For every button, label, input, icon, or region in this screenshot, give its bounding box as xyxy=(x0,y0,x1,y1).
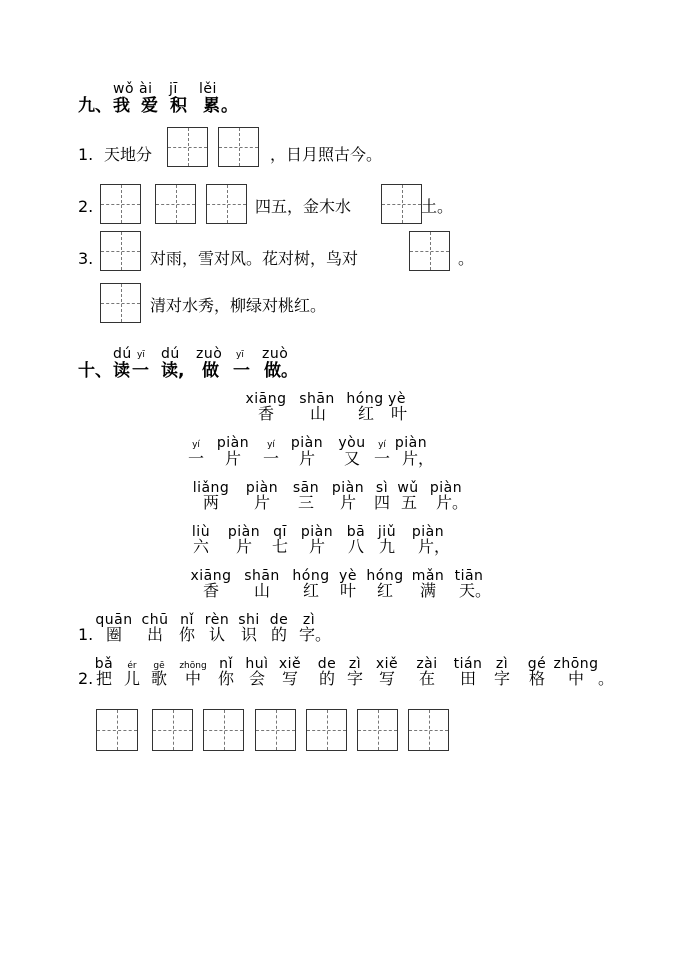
s10-q2-pinyin: zì xyxy=(495,656,509,672)
s10-q2-pinyin: nǐ xyxy=(219,656,233,672)
poem-line2-hanzi: 五 xyxy=(400,493,417,512)
poem-line1-pinyin: yí xyxy=(192,440,200,450)
s9-title-4: 。 xyxy=(221,96,238,116)
s10-q2-pinyin: gé xyxy=(527,656,547,672)
s10-title-4: 一 xyxy=(233,361,250,381)
s9-q3-line1-end: 。 xyxy=(458,249,475,268)
s10-q1-hanzi: 认 xyxy=(208,625,225,644)
s9-title-3: 累 xyxy=(203,96,220,116)
s10-q2-hanzi: 写 xyxy=(378,669,395,688)
tian-grid-cell[interactable] xyxy=(96,709,138,751)
s10-q2-hanzi: 把 xyxy=(95,669,112,688)
poem-line2-pinyin: piàn xyxy=(429,480,463,496)
s10-q1-pinyin: quān xyxy=(95,612,133,628)
poem-line4-pinyin: xiāng xyxy=(190,568,232,584)
s10-q2-pinyin: zhōng xyxy=(553,656,599,672)
poem-line3-hanzi: 片 xyxy=(308,537,325,556)
poem-line3-hanzi: 七 xyxy=(271,537,288,556)
s9-q1-after: ，日月照古今。 xyxy=(270,145,383,164)
poem-line3-pinyin: bā xyxy=(346,524,366,540)
s9-pinyin-1: ài xyxy=(139,81,153,97)
answer-box[interactable] xyxy=(218,127,259,167)
s10-q2-hanzi: 字 xyxy=(346,669,363,688)
s10-title-pinyin-5: zuò xyxy=(262,346,289,362)
poem-line4-pinyin: shān xyxy=(244,568,280,584)
s9-q3-number: 3. xyxy=(78,249,94,268)
answer-box[interactable] xyxy=(381,184,422,224)
s10-title-3: 做 xyxy=(202,361,219,381)
s10-title-2: 读, xyxy=(161,361,185,381)
s10-q2-hanzi: 字 xyxy=(493,669,510,688)
poem-line4-hanzi: 香 xyxy=(202,581,219,600)
tian-grid-cell[interactable] xyxy=(255,709,296,751)
poem-line3-pinyin: qī xyxy=(273,524,287,540)
answer-box[interactable] xyxy=(100,283,141,323)
s9-pinyin-2: jī xyxy=(169,81,178,97)
poem-title-pinyin: hóng xyxy=(346,391,384,407)
s10-title-pinyin-2: dú xyxy=(161,346,180,362)
poem-line2-hanzi: 片。 xyxy=(436,493,469,512)
poem-title-hanzi: 山 xyxy=(309,404,326,423)
poem-line2-hanzi: 四 xyxy=(373,493,390,512)
s9-pinyin-3: lěi xyxy=(199,81,217,97)
s9-q2-after: 土。 xyxy=(421,197,454,216)
s10-title-pinyin-0: dú xyxy=(113,346,132,362)
poem-line1-pinyin: yí xyxy=(267,440,275,450)
poem-line4-pinyin: hóng xyxy=(292,568,330,584)
s10-q1-pinyin: de xyxy=(269,612,289,628)
poem-line1-hanzi: 一 xyxy=(187,449,204,468)
s10-q2-number: 2. xyxy=(78,669,94,688)
s10-q2-hanzi: 儿 xyxy=(123,669,140,688)
s10-q2-pinyin: gē xyxy=(153,661,165,671)
s9-q3-line2: 清对水秀，柳绿对桃红。 xyxy=(150,296,327,315)
s10-title-5: 做。 xyxy=(264,361,298,381)
s10-q2-pinyin: ér xyxy=(127,661,137,671)
tian-grid-cell[interactable] xyxy=(203,709,244,751)
poem-line3-hanzi: 九 xyxy=(378,537,395,556)
s10-q2-hanzi: 中 xyxy=(184,669,201,688)
poem-line1-pinyin: piàn xyxy=(394,435,428,451)
s10-q1-number: 1. xyxy=(78,625,94,644)
s10-q1-hanzi: 出 xyxy=(146,625,163,644)
poem-line4-hanzi: 山 xyxy=(253,581,270,600)
s10-number: 十、 xyxy=(78,361,112,381)
poem-line3-pinyin: piàn xyxy=(411,524,445,540)
s10-q1-pinyin: shi xyxy=(238,612,260,628)
s10-title-0: 读 xyxy=(113,361,130,381)
poem-line1-hanzi: 一 xyxy=(373,449,390,468)
s10-q2-hanzi: 。 xyxy=(597,669,614,688)
poem-title-hanzi: 香 xyxy=(257,404,274,423)
s9-q3-line1: 对雨，雪对风。花对树，鸟对 xyxy=(150,249,359,268)
s10-q2-pinyin: huì xyxy=(245,656,269,672)
poem-line4-hanzi: 天。 xyxy=(459,581,492,600)
s10-q2-hanzi: 你 xyxy=(217,669,234,688)
answer-box[interactable] xyxy=(206,184,247,224)
poem-line1-pinyin: yí xyxy=(378,440,386,450)
poem-title-pinyin: xiāng xyxy=(245,391,287,407)
poem-line1-pinyin: piàn xyxy=(290,435,324,451)
poem-line4-pinyin: mǎn xyxy=(411,568,445,584)
poem-line3-pinyin: piàn xyxy=(300,524,334,540)
poem-line2-hanzi: 三 xyxy=(297,493,314,512)
s9-q1-number: 1. xyxy=(78,145,94,164)
s10-q2-pinyin: zài xyxy=(416,656,438,672)
poem-line4-hanzi: 叶 xyxy=(339,581,356,600)
poem-line2-hanzi: 片 xyxy=(253,493,270,512)
poem-line4-pinyin: tiān xyxy=(454,568,484,584)
poem-title-hanzi: 叶 xyxy=(390,404,407,423)
s10-title-1: 一 xyxy=(132,361,149,381)
s10-q1-hanzi: 你 xyxy=(178,625,195,644)
s10-q2-pinyin: de xyxy=(317,656,337,672)
s10-title-pinyin-4: yī xyxy=(236,350,244,360)
poem-line1-pinyin: yòu xyxy=(338,435,366,451)
s9-q1-before: 天地分 xyxy=(104,145,153,164)
s10-q2-pinyin: tián xyxy=(453,656,483,672)
tian-grid-cell[interactable] xyxy=(357,709,398,751)
s10-q2-pinyin: bǎ xyxy=(94,656,114,672)
poem-line2-hanzi: 两 xyxy=(202,493,219,512)
poem-line2-pinyin: piàn xyxy=(245,480,279,496)
poem-line2-pinyin: piàn xyxy=(331,480,365,496)
s9-title-2: 积 xyxy=(170,96,187,116)
poem-line2-pinyin: liǎng xyxy=(192,480,230,496)
s9-title-1: 爱 xyxy=(141,96,158,116)
answer-box[interactable] xyxy=(409,231,450,271)
s10-q2-hanzi: 歌 xyxy=(150,669,167,688)
poem-line1-hanzi: 又 xyxy=(343,449,360,468)
s10-q1-pinyin: zì xyxy=(302,612,316,628)
poem-line1-hanzi: 一 xyxy=(262,449,279,468)
poem-line3-pinyin: jiǔ xyxy=(377,524,397,540)
s9-title-0: 我 xyxy=(113,96,130,116)
answer-box[interactable] xyxy=(100,231,141,271)
poem-line1-hanzi: 片 xyxy=(224,449,241,468)
poem-line1-hanzi: 片， xyxy=(402,449,435,468)
poem-line3-pinyin: liù xyxy=(191,524,211,540)
s10-q2-hanzi: 的 xyxy=(318,669,335,688)
s9-number: 九、 xyxy=(78,96,112,116)
s10-q1-pinyin: chū xyxy=(141,612,169,628)
s10-q1-hanzi: 识 xyxy=(240,625,257,644)
poem-line1-pinyin: piàn xyxy=(216,435,250,451)
s10-q2-pinyin: xiě xyxy=(278,656,302,672)
tian-grid-cell[interactable] xyxy=(306,709,347,751)
s10-title-pinyin-3: zuò xyxy=(196,346,223,362)
s10-q2-hanzi: 写 xyxy=(281,669,298,688)
poem-line4-hanzi: 红 xyxy=(376,581,393,600)
answer-box[interactable] xyxy=(167,127,208,167)
poem-title-pinyin: shān xyxy=(299,391,335,407)
poem-line3-hanzi: 六 xyxy=(192,537,209,556)
poem-line2-pinyin: sān xyxy=(292,480,320,496)
s10-q1-hanzi: 字。 xyxy=(299,625,332,644)
poem-line2-hanzi: 片 xyxy=(339,493,356,512)
s10-q2-pinyin: xiě xyxy=(375,656,399,672)
s10-q2-hanzi: 在 xyxy=(418,669,435,688)
poem-line1-hanzi: 片 xyxy=(298,449,315,468)
s10-q2-hanzi: 中 xyxy=(567,669,584,688)
poem-line3-pinyin: piàn xyxy=(227,524,261,540)
poem-line4-hanzi: 满 xyxy=(419,581,436,600)
s9-q2-mid: 四五，金木水 xyxy=(255,197,352,216)
s10-q2-pinyin: zì xyxy=(348,656,362,672)
poem-line4-pinyin: yè xyxy=(339,568,357,584)
answer-box[interactable] xyxy=(100,184,141,224)
s10-title-pinyin-1: yī xyxy=(137,350,145,360)
s9-q2-number: 2. xyxy=(78,197,94,216)
s10-q1-pinyin: nǐ xyxy=(180,612,194,628)
answer-box[interactable] xyxy=(155,184,196,224)
poem-line4-hanzi: 红 xyxy=(302,581,319,600)
s10-q2-hanzi: 田 xyxy=(459,669,476,688)
s10-q1-hanzi: 的 xyxy=(270,625,287,644)
s10-q2-pinyin: zhōng xyxy=(179,661,207,671)
tian-grid-cell[interactable] xyxy=(152,709,193,751)
poem-line3-hanzi: 片 xyxy=(235,537,252,556)
s10-q1-hanzi: 圈 xyxy=(105,625,122,644)
poem-title-hanzi: 红 xyxy=(357,404,374,423)
poem-line3-hanzi: 八 xyxy=(347,537,364,556)
poem-title-pinyin: yè xyxy=(388,391,406,407)
poem-line4-pinyin: hóng xyxy=(366,568,404,584)
poem-line2-pinyin: sì xyxy=(375,480,389,496)
tian-grid-cell[interactable] xyxy=(408,709,449,751)
s10-q2-hanzi: 格 xyxy=(528,669,545,688)
s9-pinyin-0: wǒ xyxy=(113,81,135,97)
poem-line2-pinyin: wǔ xyxy=(397,480,419,496)
s10-q1-pinyin: rèn xyxy=(204,612,230,628)
poem-line3-hanzi: 片， xyxy=(418,537,451,556)
s10-q2-hanzi: 会 xyxy=(248,669,265,688)
